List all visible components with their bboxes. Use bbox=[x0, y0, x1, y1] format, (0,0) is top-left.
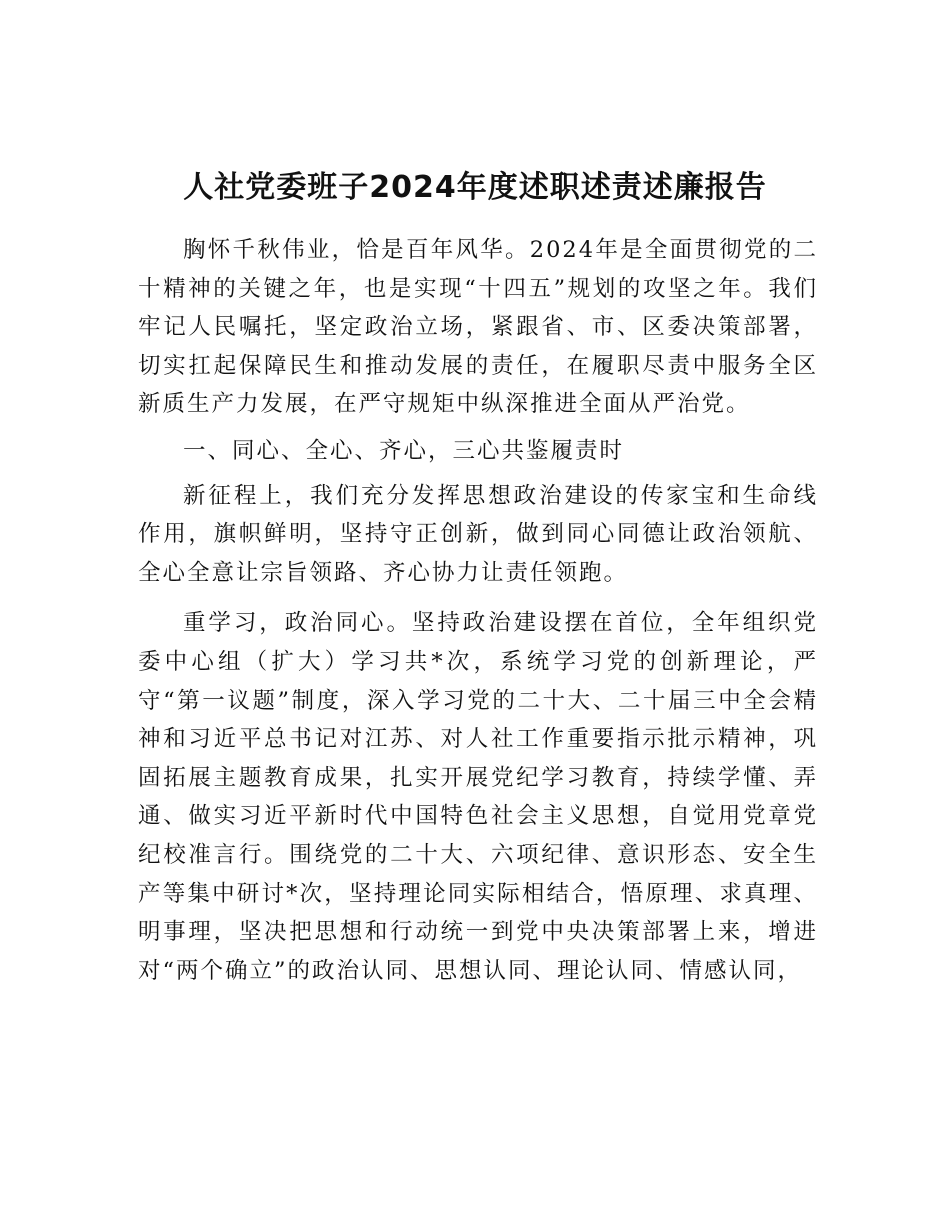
document-title: 人社党委班子2024年度述职述责述廉报告 bbox=[183, 170, 767, 205]
section-heading-1: 一、同心、全心、齐心，三心共鉴履责时 bbox=[183, 437, 625, 464]
section-1-paragraph: 新征程上，我们充分发挥思想政治建设的传家宝和生命线作用，旗帜鲜明，坚持守正创新，做到同心同德让政治领航、全心全意让宗旨领路、齐心协力让责任领跑。 bbox=[138, 482, 818, 586]
intro-paragraph: 胸怀千秋伟业，恰是百年风华。2024年是全面贯彻党的二十精神的关键之年，也是实现“十四五”规划的攻坚之年。我们牢记人民嘱托，坚定政治立场，紧跟省、市、区委决策部署，切实扛起保障民生和推动发展的责任，在履职尽责中服务全区新质生产力发展，在严守规矩中纵深推进全面从严治党。 bbox=[138, 237, 818, 418]
study-paragraph: 重学习，政治同心。坚持政治建设摆在首位，全年组织党委中心组（扩大）学习共*次，系统学习党的创新理论，严守“第一议题”制度，深入学习党的二十大、二十届三中全会精神和习近平总书记对江苏、对人社工作重要指示批示精神，巩固拓展主题教育成果，扎实开展党纪学习教育，持续学懂、弄通、做实习近平新时代中国特色社会主义思想，自觉用党章党纪校准言行。围绕党的二十大、六项纪律、意识形态、安全生产等集中研讨*次，坚持理论同实际相结合，悟原理、求真理、明事理，坚决把思想和行动统一到党中央决策部署上来，增进对“两个确立”的政治认同、思想认同、理论认同、情感认同， bbox=[138, 610, 818, 984]
document-body bbox=[138, 225, 818, 990]
